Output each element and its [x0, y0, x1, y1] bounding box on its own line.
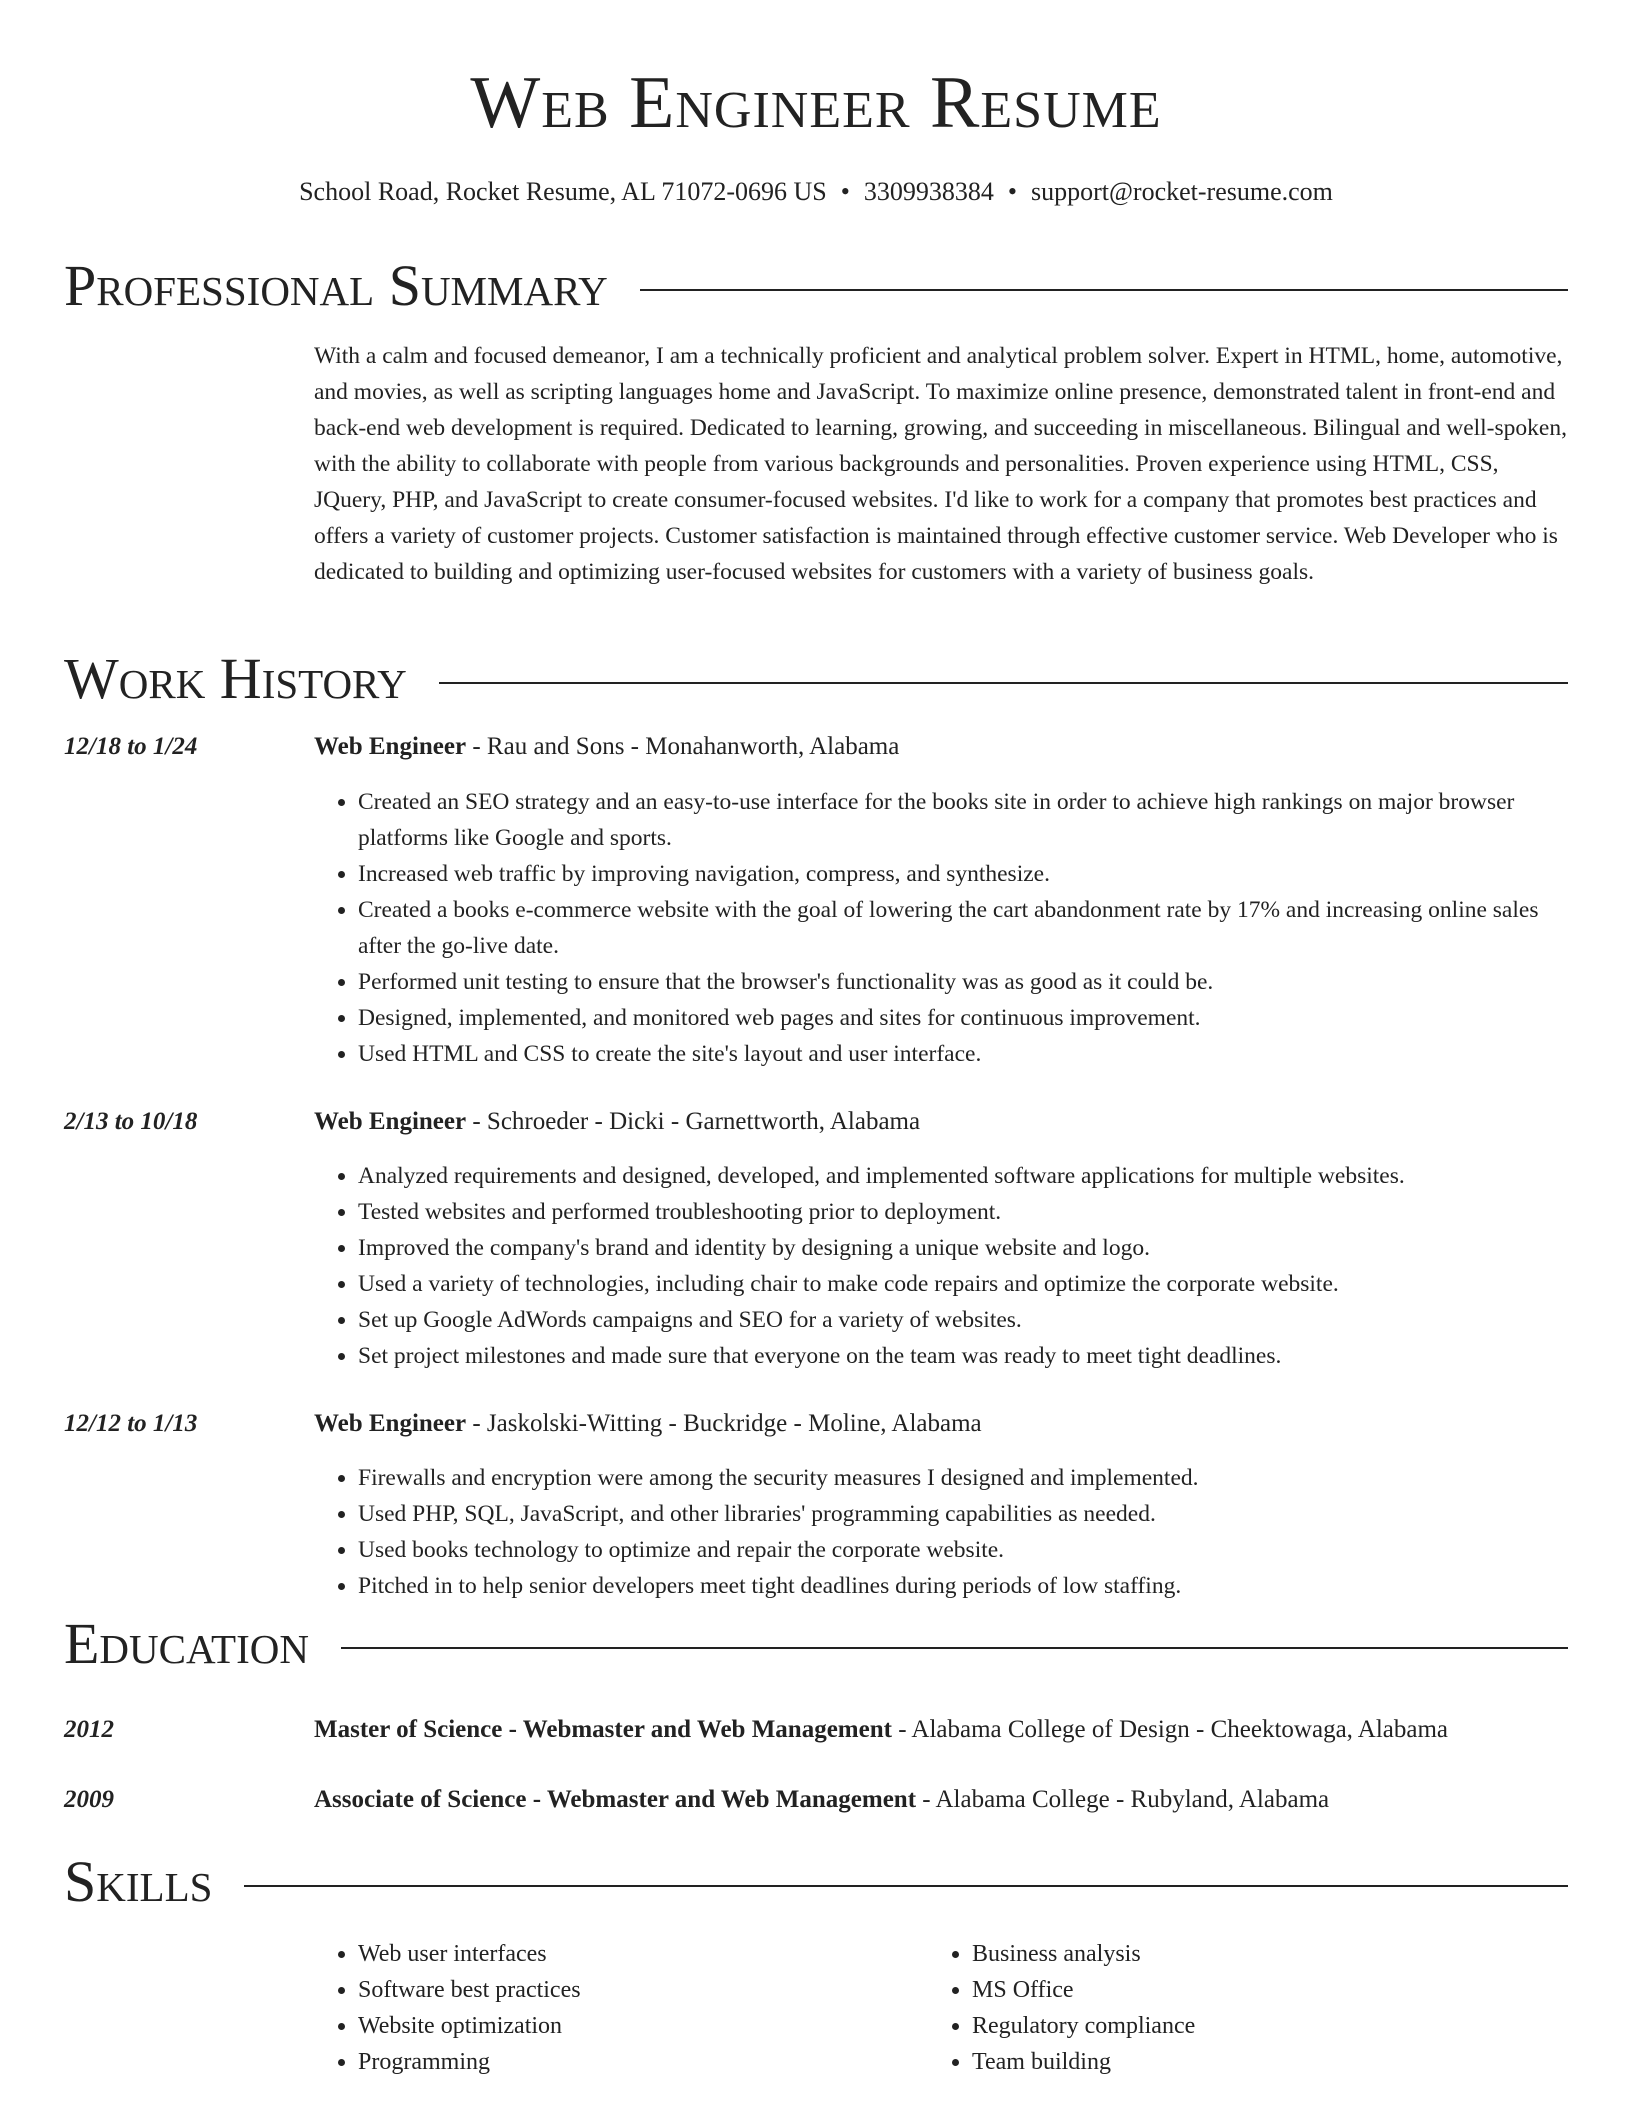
skills-list-right: [928, 1936, 1528, 2080]
work-detail: - Schroeder - Dicki - Garnettworth, Alabama: [466, 1108, 921, 1135]
work-detail: - Jaskolski-Witting - Buckridge - Moline, Alabama: [466, 1410, 982, 1437]
work-dates: 12/12 to 1/13: [64, 1410, 198, 1437]
resume-title: Web Engineer Resume: [470, 62, 1162, 144]
contact-separator: •: [1007, 177, 1017, 206]
work-bullet: • Tested websites and performed troubleshooting prior to deployment.: [358, 1194, 1568, 1230]
contact-email: support@rocket-resume.com: [1030, 177, 1333, 206]
work-bullet: • Created an SEO strategy and an easy-to-use interface for the books site in order to achieve high rankings on major browser platforms like Google and sports.: [358, 784, 1568, 856]
section-divider: [244, 1885, 1568, 1887]
work-bullet: • Used PHP, SQL, JavaScript, and other libraries' programming capabilities as needed.: [358, 1496, 1568, 1532]
work-dates: 2/13 to 10/18: [64, 1108, 198, 1135]
contact-address: School Road, Rocket Resume, AL 71072-0696 US: [299, 177, 827, 206]
section-divider: [341, 1647, 1568, 1649]
work-bullet: • Pitched in to help senior developers meet tight deadlines during periods of low staffing.: [358, 1568, 1568, 1604]
summary-section-title: Professional Summary: [64, 253, 608, 318]
skills-section-title: Skills: [64, 1849, 213, 1914]
work-heading: [314, 1406, 1568, 1442]
work-bullet: • Created a books e-commerce website with the goal of lowering the cart abandonment rate by 17% and increasing online sales after the go-live date.: [358, 892, 1568, 964]
skill-item: • Software best practices: [358, 1972, 914, 2008]
work-heading: [314, 1104, 1568, 1140]
work-bullet: • Improved the company's brand and identity by designing a unique website and logo.: [358, 1230, 1568, 1266]
work-role: Web Engineer: [314, 733, 467, 760]
education-year: 2009: [64, 1786, 114, 1813]
skill-item: • Regulatory compliance: [972, 2008, 1528, 2044]
work-section-title: Work History: [64, 646, 407, 711]
contact-line: [64, 174, 1568, 210]
work-bullets: [314, 1158, 1568, 1374]
summary-section-header: [64, 250, 1568, 322]
work-bullet: • Designed, implemented, and monitored web pages and sites for continuous improvement.: [358, 1000, 1568, 1036]
work-role: Web Engineer: [314, 1410, 467, 1437]
skills-section-header: [64, 1846, 1568, 1918]
education-heading: [314, 1782, 1568, 1818]
work-bullet: • Used HTML and CSS to create the site's layout and user interface.: [358, 1036, 1568, 1072]
section-divider: [640, 289, 1568, 291]
education-section-header: [64, 1608, 1568, 1680]
work-bullet: • Performed unit testing to ensure that the browser's functionality was as good as it could be.: [358, 964, 1568, 1000]
skill-item: • Business analysis: [972, 1936, 1528, 1972]
work-bullet: • Increased web traffic by improving navigation, compress, and synthesize.: [358, 856, 1568, 892]
work-bullets: [314, 1460, 1568, 1604]
work-bullet: • Used books technology to optimize and repair the corporate website.: [358, 1532, 1568, 1568]
education-section-title: Education: [64, 1611, 309, 1676]
education-year: 2012: [64, 1716, 114, 1743]
education-detail: - Alabama College - Rubyland, Alabama: [916, 1786, 1330, 1813]
education-degree: Associate of Science - Webmaster and Web Management: [314, 1786, 917, 1813]
work-bullet: • Set project milestones and made sure that everyone on the team was ready to meet tight deadlines.: [358, 1338, 1568, 1374]
work-role: Web Engineer: [314, 1108, 467, 1135]
skill-item: • Website optimization: [358, 2008, 914, 2044]
work-detail: - Rau and Sons - Monahanworth, Alabama: [466, 733, 900, 760]
resume-page: [64, 0, 1568, 2112]
education-heading: [314, 1712, 1568, 1748]
summary-text: With a calm and focused demeanor, I am a technically proficient and analytical problem solver. Expert in HTML, home, automotive, and movies, as well as scripting languages home and JavaScript. To maximize online presence, demonstrated talent in front-end and back-end web development is required. Dedicated to learning, growing, and succeeding in miscellaneous. Bilingual and well-spoken, with the ability to collaborate with people from various backgrounds and personalities. Proven experience using HTML, CSS, JQuery, PHP, and JavaScript to create consumer-focused websites. I'd like to work for a company that promotes best practices and offers a variety of customer projects. Customer satisfaction is maintained through effective customer service. Web Developer who is dedicated to building and optimizing user-focused websites for customers with a variety of business goals.: [314, 343, 1567, 585]
work-bullet: • Firewalls and encryption were among the security measures I designed and implemented.: [358, 1460, 1568, 1496]
section-divider: [439, 682, 1568, 684]
contact-phone: 3309938384: [863, 177, 994, 206]
skill-item: • MS Office: [972, 1972, 1528, 2008]
skill-item: • Web user interfaces: [358, 1936, 914, 1972]
work-bullet: • Set up Google AdWords campaigns and SEO for a variety of websites.: [358, 1302, 1568, 1338]
work-heading: [314, 729, 1568, 765]
skill-item: • Programming: [358, 2044, 914, 2080]
work-bullet: • Used a variety of technologies, including chair to make code repairs and optimize the corporate website.: [358, 1266, 1568, 1302]
skill-item: • Team building: [972, 2044, 1528, 2080]
work-section-header: [64, 643, 1568, 715]
education-detail: - Alabama College of Design - Cheektowaga, Alabama: [891, 1716, 1449, 1743]
skills-list-left: [314, 1936, 914, 2080]
education-degree: Master of Science - Webmaster and Web Management: [314, 1716, 892, 1743]
work-bullet: • Analyzed requirements and designed, developed, and implemented software applications for multiple websites.: [358, 1158, 1568, 1194]
work-dates: 12/18 to 1/24: [64, 733, 198, 760]
work-bullets: [314, 784, 1568, 1072]
contact-separator: •: [840, 177, 850, 206]
